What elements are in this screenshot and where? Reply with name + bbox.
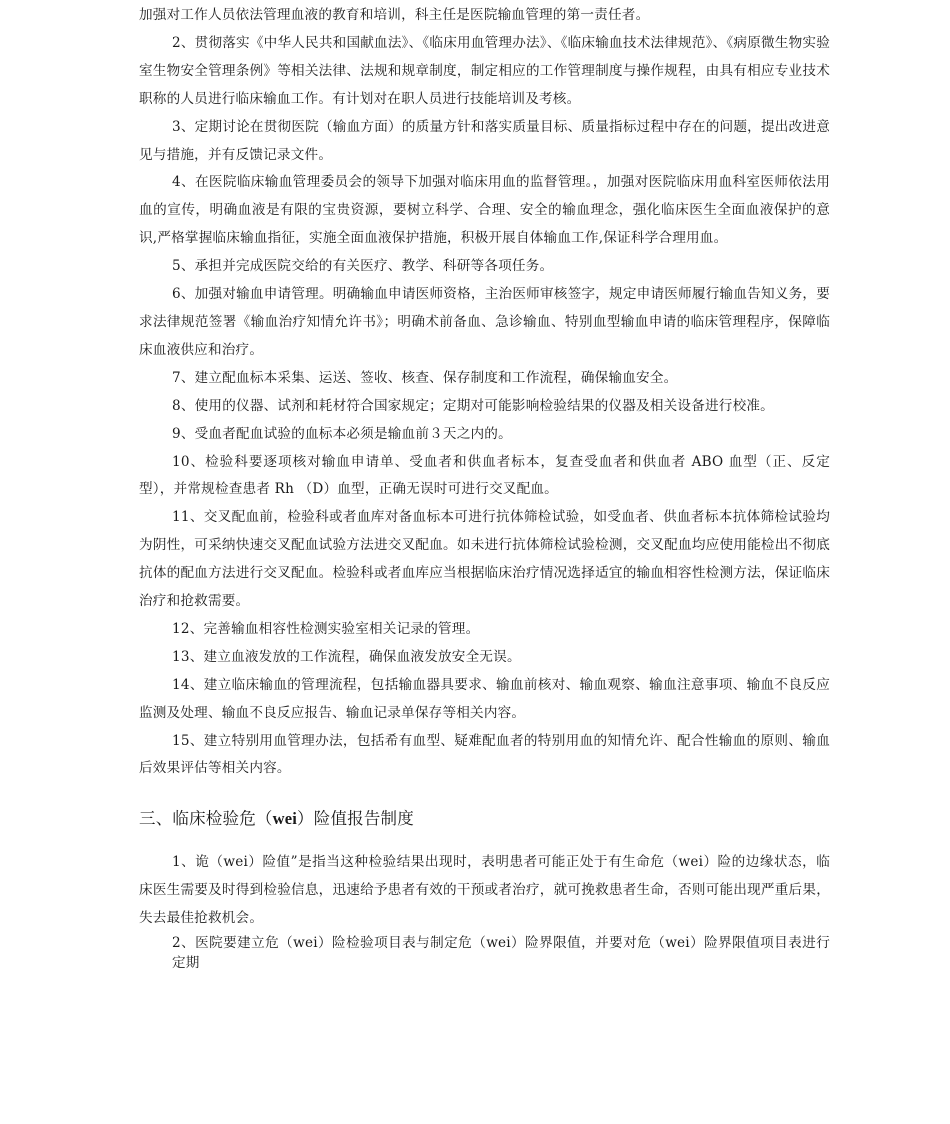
section-heading-prefix: 三、临床检验危（ [139, 809, 273, 829]
paragraph-item-3: 3、定期讨论在贯彻医院（输血方面）的质量方针和落实质量目标、质量指标过程中存在的问题，提出改进意见与措施，并有反馈记录文件。 [139, 118, 830, 163]
paragraph-item-8: 8、使用的仪器、试剂和耗材符合国家规定；定期对可能影响检验结果的仪器及相关设备进行校准。 [172, 397, 774, 414]
section-paragraph-2: 2、医院要建立危（wei）险检验项目表与制定危（wei）险界限值，并要对危（wei）险界限值项目表进行定期 [172, 935, 830, 972]
document-page [139, 2, 830, 973]
paragraph-item-13: 13、建立血液发放的工作流程，确保血液发放安全无误。 [172, 648, 521, 665]
paragraph-item-14: 14、建立临床输血的管理流程，包括输血器具要求、输血前核对、输血观察、输血注意事项、输血不良反应监测及处理、输血不良反应报告、输血记录单保存等相关内容。 [139, 676, 830, 721]
paragraph-item-9: 9、受血者配血试验的血标本必须是输血前３天之内的。 [172, 425, 512, 442]
paragraph-item-5: 5、承担并完成医院交给的有关医疗、教学、科研等各项任务。 [172, 258, 554, 275]
paragraph-item-6: 6、加强对输血申请管理。明确输血申请医师资格，主治医师审核签字，规定申请医师履行输血告知义务，要求法律规范签署《输血治疗知情允许书》；明确术前备血、急诊输血、特别血型输血申请的临床管理程序，保障临床血液供应和治疗。 [139, 286, 830, 358]
paragraph-item-10: 10、检验科要逐项核对输血申请单、受血者和供血者标本，复查受血者和供血者 ABO 血型（正、反定型），并常规检查患者 Rh （D）血型，正确无误时可进行交叉配血。 [139, 453, 830, 498]
paragraph-item-15: 15、建立特别用血管理办法，包括希有血型、疑难配血者的特别用血的知情允许、配合性输血的原则、输血后效果评估等相关内容。 [139, 732, 830, 777]
paragraph-item-4: 4、在医院临床输血管理委员会的领导下加强对临床用血的监督管理。，加强对医院临床用血科室医师依法用血的宣传，明确血液是有限的宝贵资源，要树立科学、合理、安全的输血理念，强化临床医生全面血液保护的意识,严格掌握临床输血指征，实施全面血液保护措施，积极开展自体输血工作,保证科学合理用血。 [139, 174, 830, 247]
paragraph-item-7: 7、建立配血标本采集、运送、签收、核查、保存制度和工作流程，确保输血安全。 [172, 369, 678, 386]
section-heading [139, 803, 830, 835]
section-heading-bold: wei [272, 809, 298, 829]
paragraph-item-11: 11、交叉配血前，检验科或者血库对备血标本可进行抗体筛检试验，如受血者、供血者标本抗体筛检试验均为阴性，可采纳快速交叉配血试验方法进交叉配血。如未进行抗体筛检试验检测，交叉配血均应使用能检出不彻底抗体的配血方法进行交叉配血。检验科或者血库应当根据临床治疗情况选择适宜的输血相容性检测方法，保证临床治疗和抢救需要。 [139, 509, 830, 610]
paragraph-item-12: 12、完善输血相容性检测实验室相关记录的管理。 [172, 620, 480, 637]
paragraph-continuation: 加强对工作人员依法管理血液的教育和培训，科主任是医院输血管理的第一责任者。 [139, 7, 650, 23]
section-paragraph-1: 1、诡（wei）险值”是指当这种检验结果出现时，表明患者可能正处于有生命危（wei）险的边缘状态，临床医生需要及时得到检验信息，迅速给予患者有效的干预或者治疗，就可挽救患者生命，否则可能出现严重后果，失去最佳抢救机会。 [139, 854, 830, 927]
paragraph-item-2: 2、贯彻落实《中华人民共和国献血法》、《临床用血管理办法》、《临床输血技术法律规范》、《病原微生物实验室生物安全管理条例》等相关法律、法规和规章制度，制定相应的工作管理制度与操作规程，由具有相应专业技术职称的人员进行临床输血工作。有计划对在职人员进行技能培训及考核。 [139, 34, 830, 107]
section-heading-suffix: ）险值报告制度 [297, 809, 414, 829]
